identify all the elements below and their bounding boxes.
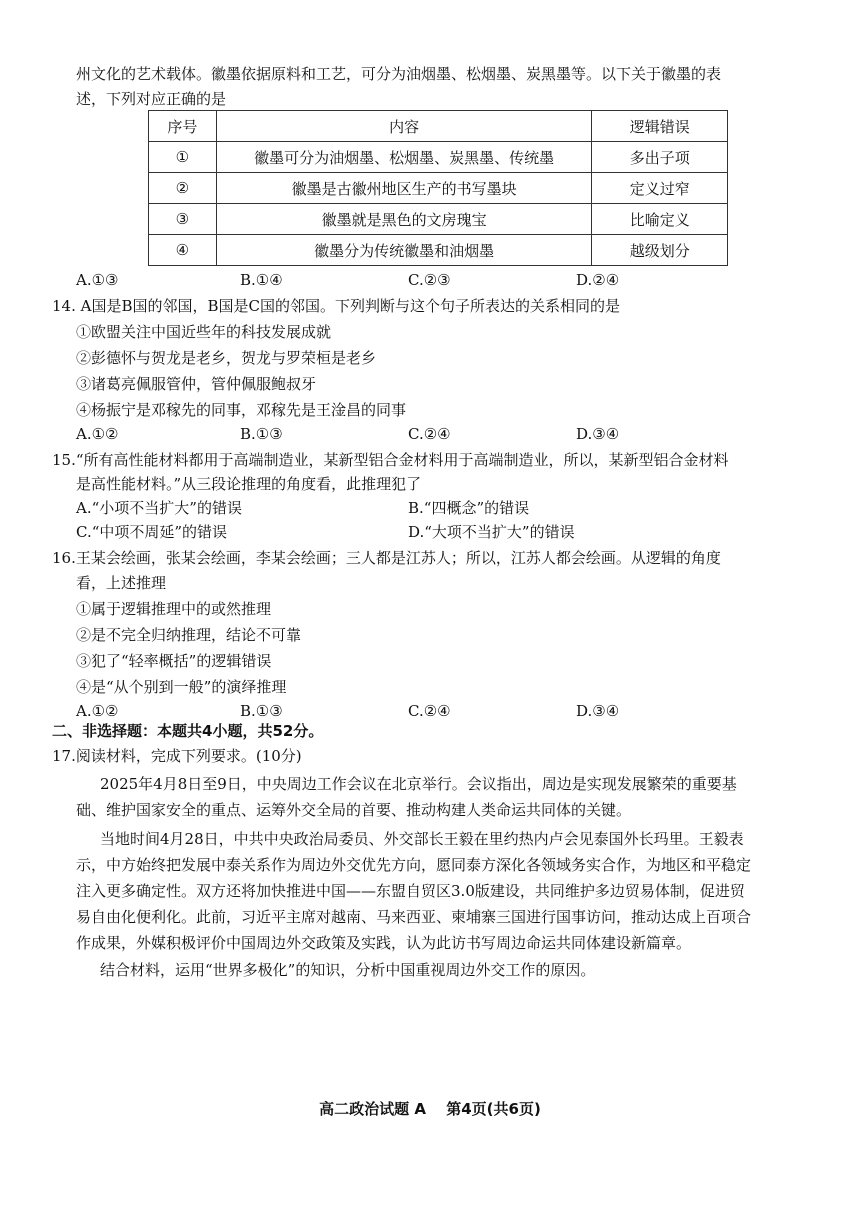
table-cell: 徽墨就是黑色的文房瑰宝 bbox=[216, 204, 592, 235]
q17-para1-line-1: 2025年4月8日至9日，中央周边工作会议在北京举行。会议指出，周边是实现发展繁荣的重要基 bbox=[100, 775, 737, 793]
q14-item-4: ④杨振宁是邓稼先的同事，邓稼先是王淦昌的同事 bbox=[76, 401, 407, 419]
q17-task: 结合材料，运用“世界多极化”的知识，分析中国重视周边外交工作的原因。 bbox=[100, 961, 596, 979]
q15-stem-line-2: 是高性能材料。”从三段论推理的角度看，此推理犯了 bbox=[76, 475, 422, 493]
q15-stem-line-1: 15.“所有高性能材料都用于高端制造业，某新型铝合金材料用于高端制造业，所以，某新型铝合金材料 bbox=[52, 451, 729, 469]
table-row bbox=[149, 235, 728, 266]
q14-item-3: ③诸葛亮佩服管仲，管仲佩服鲍叔牙 bbox=[76, 375, 317, 393]
q13-option-b: B.①④ bbox=[240, 271, 283, 289]
q17-para2-line-3: 注入更多确定性。双方还将加快推进中国——东盟自贸区3.0版建设，共同维护多边贸易体制，促进贸 bbox=[76, 882, 745, 900]
q14-item-2: ②彭德怀与贺龙是老乡，贺龙与罗荣桓是老乡 bbox=[76, 349, 377, 367]
q17-para1-line-2: 础、维护国家安全的重点、运筹外交全局的首要、推动构建人类命运共同体的关键。 bbox=[76, 801, 632, 819]
q13-option-c: C.②③ bbox=[408, 271, 451, 289]
table-cell: 多出子项 bbox=[592, 142, 728, 173]
q17-stem: 17.阅读材料，完成下列要求。(10分) bbox=[52, 747, 302, 765]
q14-option-d: D.③④ bbox=[576, 425, 620, 443]
q14-stem: 14. A国是B国的邻国，B国是C国的邻国。下列判断与这个句子所表达的关系相同的是 bbox=[52, 297, 620, 315]
q16-option-b: B.①③ bbox=[240, 702, 283, 720]
q16-item-3: ③犯了“轻率概括”的逻辑错误 bbox=[76, 652, 272, 670]
q16-item-1: ①属于逻辑推理中的或然推理 bbox=[76, 600, 272, 618]
table-header-row bbox=[149, 111, 728, 142]
q15-option-d: D.“大项不当扩大”的错误 bbox=[408, 523, 575, 541]
q16-option-d: D.③④ bbox=[576, 702, 620, 720]
q17-para2-line-5: 作成果，外媒积极评价中国周边外交政策及实践，认为此访书写周边命运共同体建设新篇章。 bbox=[76, 934, 692, 952]
table-cell: 徽墨是古徽州地区生产的书写墨块 bbox=[216, 173, 592, 204]
q17-para2-line-2: 示，中方始终把发展中泰关系作为周边外交优先方向，愿同泰方深化各领域务实合作，为地区和平稳定 bbox=[76, 856, 752, 874]
table-row bbox=[149, 204, 728, 235]
page-footer: 高二政治试题 A 第4页(共6页) bbox=[319, 1100, 541, 1118]
table-cell: ② bbox=[149, 173, 217, 204]
table-cell: 比喻定义 bbox=[592, 204, 728, 235]
table-header: 内容 bbox=[216, 111, 592, 142]
table-cell: 越级划分 bbox=[592, 235, 728, 266]
intro-line-1: 州文化的艺术载体。徽墨依据原料和工艺，可分为油烟墨、松烟墨、炭黑墨等。以下关于徽墨的表 bbox=[76, 65, 722, 83]
q14-option-a: A.①② bbox=[76, 425, 119, 443]
q16-option-a: A.①② bbox=[76, 702, 119, 720]
q15-option-b: B.“四概念”的错误 bbox=[408, 499, 530, 517]
table-cell: 定义过窄 bbox=[592, 173, 728, 204]
q16-stem-line-1: 16.王某会绘画，张某会绘画，李某会绘画；三人都是江苏人；所以，江苏人都会绘画。从逻辑的角度 bbox=[52, 549, 721, 567]
q16-stem-line-2: 看，上述推理 bbox=[76, 574, 167, 592]
table-cell: ① bbox=[149, 142, 217, 173]
q16-item-2: ②是不完全归纳推理，结论不可靠 bbox=[76, 626, 302, 644]
table-cell: ③ bbox=[149, 204, 217, 235]
q16-option-c: C.②④ bbox=[408, 702, 451, 720]
q15-option-c: C.“中项不周延”的错误 bbox=[76, 523, 228, 541]
table-row bbox=[149, 142, 728, 173]
q14-option-c: C.②④ bbox=[408, 425, 451, 443]
section-2-heading: 二、非选择题：本题共4小题，共52分。 bbox=[52, 722, 324, 740]
q15-option-a: A.“小项不当扩大”的错误 bbox=[76, 499, 242, 517]
logic-error-table bbox=[148, 110, 728, 266]
q14-option-b: B.①③ bbox=[240, 425, 283, 443]
table-header: 逻辑错误 bbox=[592, 111, 728, 142]
table-cell: 徽墨可分为油烟墨、松烟墨、炭黑墨、传统墨 bbox=[216, 142, 592, 173]
table-header: 序号 bbox=[149, 111, 217, 142]
q17-para2-line-1: 当地时间4月28日，中共中央政治局委员、外交部长王毅在里约热内卢会见泰国外长玛里。王毅表 bbox=[100, 830, 744, 848]
q13-option-a: A.①③ bbox=[76, 271, 119, 289]
q14-item-1: ①欧盟关注中国近些年的科技发展成就 bbox=[76, 323, 332, 341]
q17-para2-line-4: 易自由化便利化。此前，习近平主席对越南、马来西亚、柬埔寨三国进行国事访问，推动达成上百项合 bbox=[76, 908, 752, 926]
table-row bbox=[149, 173, 728, 204]
intro-line-2: 述，下列对应正确的是 bbox=[76, 90, 227, 108]
q16-item-4: ④是“从个别到一般”的演绎推理 bbox=[76, 678, 287, 696]
q13-option-d: D.②④ bbox=[576, 271, 620, 289]
table-cell: 徽墨分为传统徽墨和油烟墨 bbox=[216, 235, 592, 266]
table-cell: ④ bbox=[149, 235, 217, 266]
